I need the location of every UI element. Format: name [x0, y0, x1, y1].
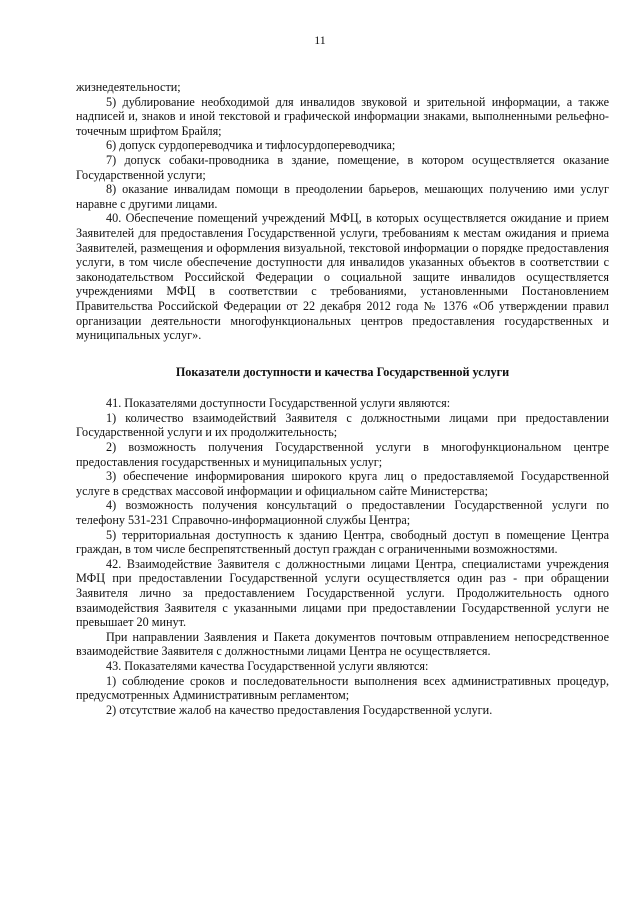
paragraph-42: 42. Взаимодействие Заявителя с должностными лицами Центра, специалистами учреждения МФЦ при предоставлении Государственной услуги осуществляется один раз - при обращении Заявителя лично за предоставлением Государственной услуги. Продолжительность одного взаимодействия Заявителя с указанными лицами при предоставлении Государственной услуги не превышает 20 минут. — [76, 556, 609, 630]
paragraph-postal: При направлении Заявления и Пакета документов почтовым отправлением непосредственное взаимодействие Заявителя с должностными лицами Центра не осуществляется. — [76, 629, 609, 659]
list-item-43-1: 1) соблюдение сроков и последовательности выполнения всех административных процедур, предусмотренных Административным регламентом; — [76, 673, 609, 703]
paragraph-40: 40. Обеспечение помещений учреждений МФЦ, в которых осуществляется ожидание и прием Заявителей для предоставления Государственной услуги, требованиям к местам ожидания и приема Заявителей, размещения и оформления визуальной, текстовой информации о порядке предоставления услуги, в том числе обеспечение доступности для инвалидов указанных объектов в соответствии с законодательством Российской Федерации о социальной защите инвалидов осуществляется учреждениями МФЦ в соответствии с требованиями, установленными Постановлением Правительства Российской Федерации от 22 декабря 2012 года № 1376 «Об утверждении правил организации деятельности многофункциональных центров предоставления государственных и муниципальных услуг». — [76, 211, 609, 343]
list-item-41-2: 2) возможность получения Государственной услуги в многофункциональном центре предоставления государственных и муниципальных услуг; — [76, 440, 609, 469]
paragraph-continuation: жизнедеятельности; — [76, 80, 181, 94]
list-item-8-assistance: 8) оказание инвалидам помощи в преодолении барьеров, мешающих получению ими услуг наравне с другими лицами. — [76, 182, 609, 211]
list-item-41-1: 1) количество взаимодействий Заявителя с должностными лицами при предоставлении Государственной услуги и их продолжительность; — [76, 410, 609, 440]
list-item-41-4: 4) возможность получения консультаций о предоставлении Государственной услуги по телефону 531-231 Справочно-информационной службы Центра; — [76, 498, 609, 528]
list-item-5-braille: 5) дублирование необходимой для инвалидов звуковой и зрительной информации, а также надписей и, знаков и иной текстовой и графической информации знаками, выполненными рельефно-точечным шрифтом Брайля; — [76, 94, 609, 138]
page-number: 11 — [314, 33, 326, 47]
list-item-41-3: 3) обеспечение информирования широкого круга лиц о предоставляемой Государственной услуге в средствах массовой информации и официальном сайте Министерства; — [76, 469, 609, 498]
list-item-6-interpreter: 6) допуск сурдопереводчика и тифлосурдопереводчика; — [106, 138, 396, 153]
list-item-43-2: 2) отсутствие жалоб на качество предоставления Государственной услуги. — [106, 702, 493, 717]
paragraph-43: 43. Показателями качества Государственной услуги являются: — [106, 658, 429, 673]
list-item-41-5: 5) территориальная доступность к зданию Центра, свободный доступ в помещение Центра граждан, в том числе беспрепятственный доступ граждан с ограниченными возможностями. — [76, 527, 609, 557]
list-item-7-guide-dog: 7) допуск собаки-проводника в здание, помещение, в котором осуществляется оказание Государственной услуги; — [76, 152, 609, 182]
paragraph-41: 41. Показателями доступности Государственной услуги являются: — [106, 396, 451, 411]
section-heading: Показатели доступности и качества Государственной услуги — [175, 364, 510, 379]
document-body — [76, 80, 609, 717]
